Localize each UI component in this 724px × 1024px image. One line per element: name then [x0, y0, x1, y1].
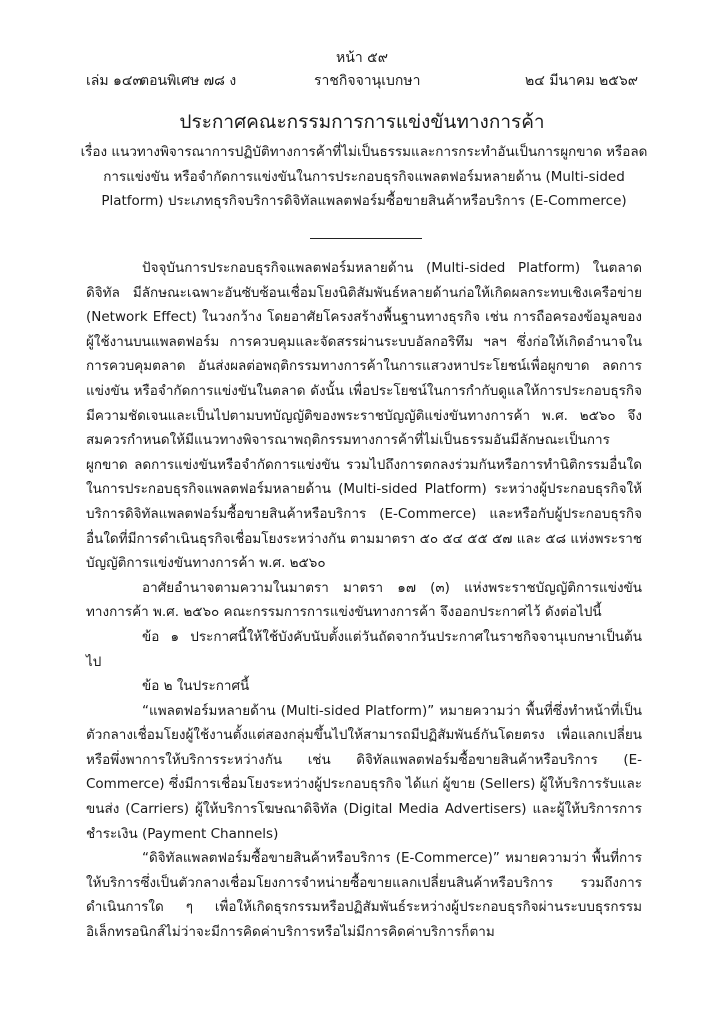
clause-2: ข้อ ๒ ในประกาศนี้: [142, 678, 250, 695]
page-number: หน้า ๕๙: [336, 50, 388, 66]
publication-date: ๒๔ มีนาคม ๒๕๖๙: [525, 73, 638, 89]
clause-1: ข้อ ๑ ประกาศนี้ให้ใช้บังคับนับตั้งแต่วันถัดจากวันประกาศในราชกิจจานุเบกษาเป็นต้นไป: [86, 628, 642, 670]
definition-e-commerce: “ดิจิทัลแพลตฟอร์มซื้อขายสินค้าหรือบริการ (E-Commerce)” หมายความว่า พื้นที่การให้บริการซึ่งเป็นตัวกลางเชื่อมโยงการจำหน่ายซื้อขายแลกเปลี่ยนสินค้าหรือบริการ รวมถึงการดำเนินการใด ๆ เพื่อให้เกิดธุรกรรมหรือปฏิสัมพันธ์ระหว่างผู้ประกอบธุรกิจผ่านระบบธุรกรรมอิเล็กทรอนิกส์ไม่ว่าจะมีการคิดค่าบริการหรือไม่มีการคิดค่าบริการก็ตาม: [86, 850, 642, 941]
document-subject: เรื่อง แนวทางพิจารณาการปฏิบัติทางการค้าที่ไม่เป็นธรรมและการกระทำอันเป็นการผูกขาด หรือลดการแข่งขัน หรือจำกัดการแข่งขันในการประกอบธุรกิจแพลตฟอร์มหลายด้าน (Multi-sided Platform) ประเภทธุรกิจบริการดิจิทัลแพลตฟอร์มซื้อขายสินค้าหรือบริการ (E-Commerce): [80, 144, 648, 209]
volume-number: เล่ม ๑๔๓: [86, 73, 143, 89]
preamble-paragraph: ปัจจุบันการประกอบธุรกิจแพลตฟอร์มหลายด้าน (Multi-sided Platform) ในตลาดดิจิทัล มีลักษณะเฉพาะอันซับซ้อนเชื่อมโยงนิติสัมพันธ์หลายด้านก่อให้เกิดผลกระทบเชิงเครือข่าย (Network Effect) ในวงกว้าง โดยอาศัยโครงสร้างพื้นฐานทางธุรกิจ เช่น การถือครองข้อมูลของผู้ใช้งานบนแพลตฟอร์ม การควบคุมและจัดสรรผ่านระบบอัลกอริทึม ฯลฯ ซึ่งก่อให้เกิดอำนาจในการควบคุมตลาด อันส่งผลต่อพฤติกรรมทางการค้าในการแสวงหาประโยชน์เพื่อผูกขาด ลดการแข่งขัน หรือจำกัดการแข่งขันในตลาด ดังนั้น เพื่อประโยชน์ในการกำกับดูแลให้การประกอบธุรกิจมีความชัดเจนและเป็นไปตามบทบัญญัติของพระราชบัญญัติแข่งขันทางการค้า พ.ศ. ๒๕๖๐ จึงสมควรกำหนดให้มีแนวทางพิจารณาพฤติกรรมทางการค้าที่ไม่เป็นธรรมอันมีลักษณะเป็นการผูกขาด ลดการแข่งขันหรือจำกัดการแข่งขัน รวมไปถึงการตกลงร่วมกันหรือการทำนิติกรรมอื่นใดในการประกอบธุรกิจแพลตฟอร์มหลายด้าน (Multi-sided Platform) ระหว่างผู้ประกอบธุรกิจให้บริการดิจิทัลแพลตฟอร์มซื้อขายสินค้าหรือบริการ (E-Commerce) และหรือกับผู้ประกอบธุรกิจอื่นใดที่มีการดำเนินธุรกิจเชื่อมโยงระหว่างกัน ตามมาตรา ๕๐ ๕๔ ๕๕ ๕๗ และ ๕๘ แห่งพระราชบัญญัติการแข่งขันทางการค้า พ.ศ. ๒๕๖๐: [86, 260, 642, 572]
document-body: [86, 256, 642, 945]
definition-multi-sided-platform: “แพลตฟอร์มหลายด้าน (Multi-sided Platform)” หมายความว่า พื้นที่ซึ่งทำหน้าที่เป็นตัวกลางเชื่อมโยงผู้ใช้งานตั้งแต่สองกลุ่มขึ้นไปให้สามารถมีปฏิสัมพันธ์กันโดยตรง เพื่อแลกเปลี่ยนหรือพึ่งพาการให้บริการระหว่างกัน เช่น ดิจิทัลแพลตฟอร์มซื้อขายสินค้าหรือบริการ (E-Commerce) ซึ่งมีการเชื่อมโยงระหว่างผู้ประกอบธุรกิจ ได้แก่ ผู้ขาย (Sellers) ผู้ให้บริการรับและขนส่ง (Carriers) ผู้ให้บริการโฆษณาดิจิทัล (Digital Media Advertisers) และผู้ให้บริการการชำระเงิน (Payment Channels): [86, 702, 642, 842]
authority-paragraph: อาศัยอำนาจตามความในมาตรา มาตรา ๑๗ (๓) แห่งพระราชบัญญัติการแข่งขันทางการค้า พ.ศ. ๒๕๖๐ คณะกรรมการการแข่งขันทางการค้า จึงออกประกาศไว้ ดังต่อไปนี้: [86, 579, 642, 621]
issue-number: ตอนพิเศษ ๗๘ ง: [140, 73, 237, 89]
title-divider: [310, 238, 422, 239]
document-title: ประกาศคณะกรรมการการแข่งขันทางการค้า: [179, 111, 545, 133]
publication-name: ราชกิจจานุเบกษา: [314, 73, 421, 89]
